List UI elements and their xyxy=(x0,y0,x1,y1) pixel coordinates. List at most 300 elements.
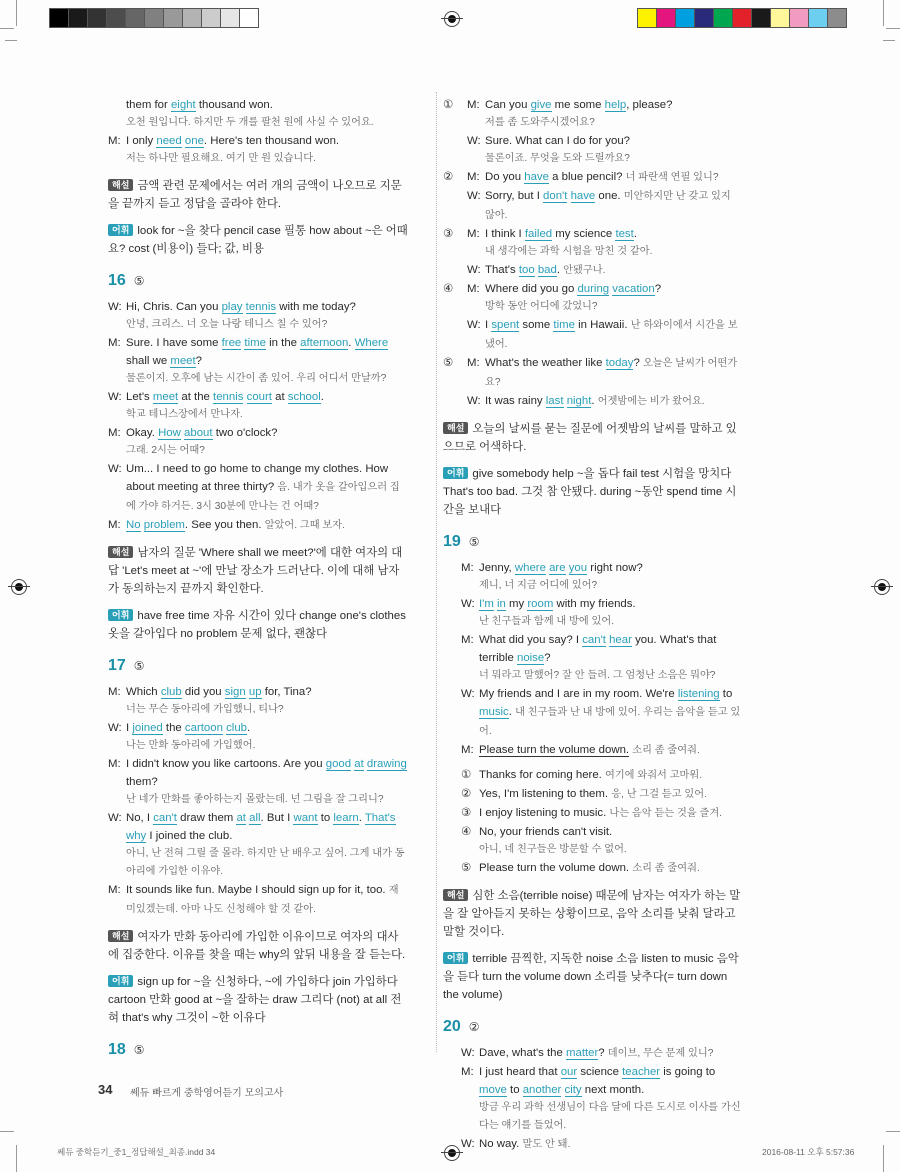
dialogue-line xyxy=(461,595,743,631)
highlighted-word: teacher xyxy=(622,1066,661,1078)
crop-mark xyxy=(0,1131,14,1132)
text-run: ? xyxy=(195,355,202,367)
highlighted-word: want xyxy=(293,812,318,824)
question-number: 17 xyxy=(108,657,126,674)
vocabulary-badge: 어휘 xyxy=(443,952,468,964)
answer-option-dialogue xyxy=(443,280,743,354)
option-number: ⑤ xyxy=(461,862,472,874)
highlighted-word: sign xyxy=(224,686,246,698)
korean-translation: 내 생각에는 과학 시험을 망친 것 같아. xyxy=(485,246,653,257)
speaker-label xyxy=(108,96,126,132)
answer-mark: ⑤ xyxy=(133,1043,145,1057)
text-run: with me today? xyxy=(276,301,356,313)
highlighted-word: joined xyxy=(132,722,163,734)
text-run: ? xyxy=(654,283,662,295)
dialogue-text xyxy=(485,280,743,316)
text-run: , please? xyxy=(626,99,673,111)
highlighted-word: learn xyxy=(333,812,359,824)
option-body xyxy=(467,354,743,411)
crop-mark xyxy=(5,40,17,41)
korean-translation: 아니, 네 친구들은 방문할 수 없어. xyxy=(479,844,627,855)
text-run: It sounds like fun. Maybe I should sign up for it, too. xyxy=(126,884,389,896)
highlighted-word: have xyxy=(524,171,549,183)
dialogue-text xyxy=(479,595,743,631)
explanation-badge: 해설 xyxy=(108,546,133,558)
text-run: I joined the club. xyxy=(146,830,233,842)
dialogue-text xyxy=(485,261,743,280)
speaker-label: W: xyxy=(467,395,481,407)
dialogue-line xyxy=(467,96,743,132)
text-run: Let's xyxy=(126,391,153,403)
highlighted-word: No xyxy=(126,519,141,531)
highlighted-word: meet xyxy=(170,355,196,367)
dialogue-line xyxy=(108,132,408,168)
text-run: I xyxy=(485,319,492,331)
korean-translation: 너는 무슨 동아리에 가입했니, 티나? xyxy=(126,704,284,715)
highlighted-word: meet xyxy=(152,391,179,403)
text-run: Um... I need to go home to change my clothes. How about meeting at three thirty? xyxy=(126,463,389,493)
text-run: to xyxy=(506,1084,523,1096)
note-text: 심한 소음(terrible noise) 때문에 남자는 여자가 하는 말을 잘 알아듣지 못하는 상황이므로, 음악 소리를 낮춰 달라고 말할 것이다. xyxy=(443,890,741,938)
highlighted-word: good xyxy=(325,758,352,770)
page-number: 34 xyxy=(98,1082,113,1097)
grayscale-color-bar xyxy=(49,8,259,28)
dialogue-text xyxy=(485,96,743,132)
highlighted-word: How xyxy=(158,427,181,439)
option-number: ③ xyxy=(443,228,454,240)
answer-mark: ⑤ xyxy=(133,274,145,288)
text-run: . But I xyxy=(260,812,294,824)
highlighted-word: I'm xyxy=(479,598,494,610)
highlighted-word: give xyxy=(530,99,552,111)
dialogue-line xyxy=(108,683,408,719)
dialogue-text xyxy=(126,755,408,809)
text-run: . xyxy=(556,264,564,276)
speaker-label: M: xyxy=(467,283,480,295)
highlighted-word: Where xyxy=(354,337,389,349)
text-run: is going to xyxy=(660,1066,716,1078)
text-run: . xyxy=(348,337,355,349)
dialogue-line xyxy=(461,1063,743,1135)
explanation-note xyxy=(108,928,408,964)
dialogue-text xyxy=(479,741,743,760)
answer-mark: ⑤ xyxy=(468,535,480,549)
note-text: 오늘의 날씨를 묻는 질문에 어젯밤의 날씨를 말하고 있으므로 어색하다. xyxy=(443,423,737,453)
dialogue-line xyxy=(467,187,743,225)
highlighted-word: room xyxy=(527,598,554,610)
korean-translation: 응, 난 그걸 듣고 있어. xyxy=(611,789,707,800)
korean-translation: 내 친구들과 난 내 방에 있어. 우리는 음악을 듣고 있어. xyxy=(479,707,741,737)
registration-mark-top xyxy=(444,11,460,27)
text-run: my science xyxy=(552,228,616,240)
explanation-badge: 해설 xyxy=(108,179,133,191)
highlighted-word: why xyxy=(126,830,147,842)
text-run: I think I xyxy=(485,228,525,240)
korean-translation: 오늘은 날씨가 어떤가요? xyxy=(485,358,738,388)
korean-translation: 너 파란색 연필 있니? xyxy=(625,172,719,183)
dialogue-text xyxy=(485,354,743,392)
question-number: 16 xyxy=(108,272,126,289)
text-run: Hi, Chris. Can you xyxy=(126,301,222,313)
registration-mark-left xyxy=(11,579,27,595)
highlighted-word: afternoon xyxy=(300,337,349,349)
color-swatch xyxy=(771,9,790,27)
highlighted-word: time xyxy=(244,337,266,349)
speaker-label: M: xyxy=(108,519,121,531)
text-run: Sure. I have some xyxy=(126,337,222,349)
dialogue-text xyxy=(126,719,408,755)
crop-mark xyxy=(0,28,14,29)
text-run: ? xyxy=(633,357,643,369)
korean-translation: 미안하지만 난 갖고 있지 않아. xyxy=(485,191,731,221)
speaker-label: M: xyxy=(461,562,474,574)
speaker-label: W: xyxy=(461,1047,475,1059)
korean-translation: 나는 음악 듣는 것을 즐겨. xyxy=(609,808,722,819)
crop-mark xyxy=(883,0,884,26)
text-run: My friends and I are in my room. We're xyxy=(479,688,678,700)
text-run: What did you say? I xyxy=(479,634,583,646)
highlighted-word: need xyxy=(156,135,182,147)
highlighted-word: hear xyxy=(609,634,632,646)
option-english: Yes, I'm listening to them. xyxy=(479,788,612,800)
answer-option-dialogue xyxy=(443,354,743,411)
dialogue-text xyxy=(126,809,408,881)
explanation-badge: 해설 xyxy=(443,889,468,901)
highlighted-word: eight xyxy=(170,99,196,111)
dialogue-block xyxy=(443,559,743,878)
highlighted-word: you xyxy=(568,562,588,574)
text-run: No, I xyxy=(126,812,154,824)
highlighted-word: tennis xyxy=(245,301,277,313)
color-swatch xyxy=(657,9,676,27)
vocabulary-note xyxy=(108,222,408,258)
color-swatch xyxy=(714,9,733,27)
dialogue-line xyxy=(461,685,743,741)
text-run: for, Tina? xyxy=(261,686,312,698)
vocabulary-badge: 어휘 xyxy=(108,224,133,236)
color-swatch xyxy=(145,9,164,27)
text-run: Can you xyxy=(485,99,531,111)
text-run: . xyxy=(358,812,365,824)
option-body xyxy=(467,168,743,225)
dialogue-line xyxy=(461,741,743,760)
speaker-label: W: xyxy=(461,688,475,700)
korean-translation: 난 네가 만화를 좋아하는지 몰랐는데. 넌 그림을 잘 그리니? xyxy=(126,794,384,805)
dialogue-text xyxy=(485,187,743,225)
vocabulary-note xyxy=(443,465,743,519)
speaker-label: M: xyxy=(461,744,474,756)
text-run: . Here's ten thousand won. xyxy=(203,135,340,147)
text-run: No way. xyxy=(479,1138,523,1150)
korean-translation: 소리 좀 줄여줘. xyxy=(632,863,700,874)
option-number: ① xyxy=(443,99,454,111)
cmyk-color-bar xyxy=(637,8,847,28)
option-body xyxy=(467,280,743,354)
korean-translation: 데이브, 무슨 문제 있니? xyxy=(607,1048,714,1059)
highlighted-word: during xyxy=(577,283,610,295)
color-swatch xyxy=(638,9,657,27)
text-run: It was rainy xyxy=(485,395,546,407)
text-run: . xyxy=(508,706,516,718)
text-run: Where did you go xyxy=(485,283,578,295)
highlighted-word: help xyxy=(604,99,627,111)
korean-translation: 말도 안 돼. xyxy=(522,1139,571,1150)
text-run: some xyxy=(519,319,554,331)
color-swatch xyxy=(695,9,714,27)
dialogue-line xyxy=(461,1044,743,1063)
text-run: with my friends. xyxy=(553,598,636,610)
speaker-label: W: xyxy=(108,391,122,403)
color-swatch xyxy=(828,9,846,27)
highlighted-word: test xyxy=(615,228,634,240)
dialogue-text xyxy=(126,298,408,334)
text-run: me some xyxy=(551,99,605,111)
text-run: Okay. xyxy=(126,427,159,439)
note-text: 여자가 만화 동아리에 가입한 이유이므로 여자의 대사에 집중한다. 이유를 찾을 때는 why의 앞뒤 내용을 잘 듣는다. xyxy=(108,931,406,961)
answer-mark: ⑤ xyxy=(133,659,145,673)
dialogue-text xyxy=(126,96,408,132)
dialogue-line xyxy=(108,298,408,334)
option-english: Please turn the volume down. xyxy=(479,862,633,874)
speaker-label: M: xyxy=(108,337,121,349)
korean-translation: 재미있겠는데. 아마 나도 신청해야 할 것 같아. xyxy=(126,885,399,915)
highlighted-word: listening xyxy=(677,688,720,700)
text-run: I just heard that xyxy=(479,1066,561,1078)
question-header xyxy=(443,533,743,551)
highlighted-word: too xyxy=(518,264,535,276)
speaker-label: M: xyxy=(467,228,480,240)
highlighted-word: noise xyxy=(516,652,545,664)
text-run: at xyxy=(271,391,288,403)
explanation-note xyxy=(108,544,408,598)
text-run: did you xyxy=(181,686,225,698)
color-swatch xyxy=(790,9,809,27)
answer-option-dialogue xyxy=(443,96,743,168)
highlighted-word: play xyxy=(221,301,243,313)
text-run: I only xyxy=(126,135,157,147)
option-english: No, your friends can't visit. xyxy=(479,826,613,838)
vocabulary-badge: 어휘 xyxy=(108,609,133,621)
option-body xyxy=(467,96,743,168)
text-run: . xyxy=(633,228,637,240)
korean-translation: 소리 좀 줄여줘. xyxy=(632,745,700,756)
korean-translation: 난 친구들과 함께 내 방에 있어. xyxy=(479,616,615,627)
highlighted-word: in xyxy=(497,598,506,610)
dialogue-text xyxy=(485,225,743,261)
crop-mark xyxy=(16,1145,17,1172)
speaker-label: M: xyxy=(467,99,480,111)
question-number: 18 xyxy=(108,1041,126,1058)
highlighted-word: cartoon xyxy=(184,722,223,734)
option-text xyxy=(479,785,743,804)
note-text: sign up for ~을 신청하다, ~에 가입하다 join 가입하다 cartoon 만화 good at ~을 잘하는 draw 그리다 (not) at all 전혀 that's why 그것이 ~한 이유다 xyxy=(108,976,402,1024)
dialogue-line xyxy=(467,280,743,316)
dialogue-text xyxy=(126,424,408,460)
option-text xyxy=(479,804,743,823)
dialogue-block xyxy=(443,1044,743,1154)
speaker-label: W: xyxy=(467,264,481,276)
highlighted-word: have xyxy=(570,190,596,202)
answer-option xyxy=(461,804,743,823)
color-swatch xyxy=(126,9,145,27)
text-run: Which xyxy=(126,686,161,698)
dialogue-text xyxy=(126,881,408,919)
text-run: Do you xyxy=(485,171,525,183)
color-swatch xyxy=(676,9,695,27)
dialogue-line xyxy=(108,516,408,535)
text-run: them for xyxy=(126,99,171,111)
dialogue-text xyxy=(479,1044,743,1063)
note-text: terrible 끔찍한, 지독한 noise 소음 listen to music 음악을 듣다 turn the volume down 소리를 낮추다(= turn down the volume) xyxy=(443,953,739,1001)
highlighted-word: club xyxy=(160,686,182,698)
text-run: Please turn the volume down. xyxy=(479,744,630,756)
explanation-note xyxy=(108,177,408,213)
question-header xyxy=(443,1018,743,1036)
dialogue-text xyxy=(479,685,743,741)
speaker-label: M: xyxy=(108,427,121,439)
dialogue-text xyxy=(479,559,743,595)
speaker-label: M: xyxy=(108,686,121,698)
korean-translation: 아니, 난 전혀 그릴 줄 몰라. 하지만 난 배우고 싶어. 그게 내가 동아리에 가입한 이유야. xyxy=(126,848,405,877)
highlighted-word: That's xyxy=(364,812,396,824)
highlighted-word: our xyxy=(560,1066,578,1078)
text-run: at the xyxy=(178,391,214,403)
question-header xyxy=(108,272,408,290)
dialogue-line xyxy=(108,424,408,460)
korean-translation: 난 하와이에서 시간을 보냈어. xyxy=(485,320,738,350)
speaker-label: M: xyxy=(467,171,480,183)
dialogue-text xyxy=(479,1135,743,1154)
answer-options xyxy=(461,766,743,878)
highlighted-word: court xyxy=(246,391,272,403)
color-swatch xyxy=(202,9,221,27)
korean-translation: 어젯밤에는 비가 왔어요. xyxy=(597,396,705,407)
slug-date: 2016-08-11 오후 5:57:36 xyxy=(762,1147,855,1157)
dialogue-text xyxy=(126,683,408,719)
highlighted-word: at xyxy=(236,812,246,824)
speaker-label: W: xyxy=(108,722,122,734)
speaker-label: W: xyxy=(467,190,481,202)
color-swatch xyxy=(107,9,126,27)
dialogue-line xyxy=(461,559,743,595)
text-run: them? xyxy=(126,776,158,788)
option-text xyxy=(479,823,743,859)
korean-translation: 저를 좀 도와주시겠어요? xyxy=(485,117,595,128)
text-run: my xyxy=(505,598,528,610)
dialogue-text xyxy=(485,132,743,168)
highlighted-word: last xyxy=(545,395,564,407)
dialogue-line xyxy=(467,225,743,261)
korean-translation: 제니, 너 지금 어디에 있어? xyxy=(479,580,598,591)
answer-mark: ② xyxy=(468,1020,480,1034)
highlighted-word: night xyxy=(566,395,592,407)
speaker-label: W: xyxy=(467,319,481,331)
text-run: . xyxy=(320,391,324,403)
text-run: science xyxy=(577,1066,623,1078)
question-header xyxy=(108,1041,408,1059)
note-text: have free time 자유 시간이 있다 change one's clothes 옷을 갈아입다 no problem 문제 없다, 괜찮다 xyxy=(108,610,406,640)
text-run: one. xyxy=(595,190,624,202)
answer-option xyxy=(461,823,743,859)
speaker-label: M: xyxy=(108,135,121,147)
highlighted-word: failed xyxy=(524,228,553,240)
text-run: Dave, what's the xyxy=(479,1047,567,1059)
dialogue-text xyxy=(485,316,743,354)
question-header xyxy=(108,657,408,675)
highlighted-word: school xyxy=(287,391,321,403)
text-run: shall we xyxy=(126,355,171,367)
dialogue-text xyxy=(126,132,408,168)
text-run: to xyxy=(719,688,733,700)
highlighted-word: up xyxy=(248,686,262,698)
option-body xyxy=(467,225,743,280)
text-run: Sure. What can I do for you? xyxy=(485,135,630,147)
dialogue-line xyxy=(461,631,743,685)
dialogue-line xyxy=(108,96,408,132)
text-run: a blue pencil? xyxy=(548,171,626,183)
color-swatch xyxy=(88,9,107,27)
speaker-label: W: xyxy=(108,301,122,313)
text-run: to xyxy=(317,812,334,824)
note-text: give somebody help ~을 돕다 fail test 시험을 망치다 That's too bad. 그것 참 안됐다. during ~동안 spend time 시간을 보내다 xyxy=(443,468,737,516)
text-run: right now? xyxy=(587,562,643,574)
note-text: 남자의 질문 'Where shall we meet?'에 대한 여자의 대답 'Let's meet at ~'에 만날 장소가 드러난다. 이에 대해 남자가 동의하는지 끝까지 확인한다. xyxy=(108,547,403,595)
book-title: 쎄듀 빠르게 중학영어듣기 모의고사 xyxy=(130,1088,284,1099)
highlighted-word: one xyxy=(184,135,204,147)
vocabulary-note xyxy=(108,607,408,643)
text-run: draw them xyxy=(176,812,237,824)
option-text xyxy=(479,766,743,785)
text-run: the xyxy=(162,722,185,734)
dialogue-line xyxy=(467,354,743,392)
korean-translation: 저는 하나만 필요해요. 여기 만 원 있습니다. xyxy=(126,153,316,164)
highlighted-word: city xyxy=(564,1084,582,1096)
crop-mark xyxy=(883,1145,884,1172)
dialogue-line xyxy=(108,809,408,881)
text-run: in the xyxy=(265,337,301,349)
answer-option xyxy=(461,766,743,785)
option-number: ② xyxy=(443,171,454,183)
explanation-badge: 해설 xyxy=(108,930,133,942)
korean-translation: 여기에 와줘서 고마워. xyxy=(605,770,703,781)
korean-translation: 너 뭐라고 말했어? 잘 안 들려. 그 엄청난 소음은 뭐야? xyxy=(479,670,716,681)
color-swatch xyxy=(809,9,828,27)
highlighted-word: can't xyxy=(582,634,606,646)
highlighted-word: about xyxy=(184,427,213,439)
dialogue-line xyxy=(108,388,408,424)
color-swatch xyxy=(50,9,69,27)
speaker-label: M: xyxy=(467,357,480,369)
text-run: in Hawaii. xyxy=(574,319,631,331)
speaker-label: M: xyxy=(108,884,121,896)
vocabulary-note xyxy=(108,973,408,1027)
highlighted-word: drawing xyxy=(366,758,407,770)
korean-translation: 안됐구나. xyxy=(563,265,606,276)
option-text xyxy=(479,859,743,878)
highlighted-word: free xyxy=(221,337,242,349)
text-run: . xyxy=(247,722,251,734)
dialogue-text xyxy=(126,460,408,516)
option-number: ④ xyxy=(461,826,472,838)
text-run: you. What's that terrible xyxy=(479,634,717,664)
vocabulary-badge: 어휘 xyxy=(443,467,468,479)
speaker-label: M: xyxy=(461,634,474,646)
dialogue-text xyxy=(126,516,408,535)
dialogue-line xyxy=(108,460,408,516)
dialogue-text xyxy=(485,392,743,411)
dialogue-line xyxy=(108,755,408,809)
registration-mark-right xyxy=(874,579,890,595)
